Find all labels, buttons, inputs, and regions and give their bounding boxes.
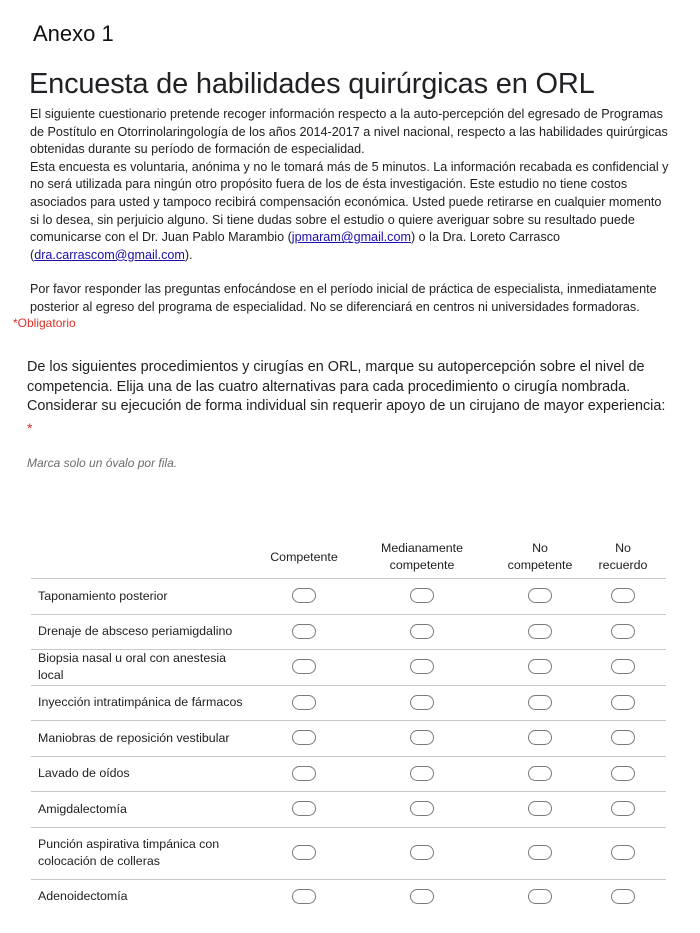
row-label: Amigdalectomía (38, 801, 127, 816)
grid-rows (31, 578, 666, 914)
radio-oval[interactable] (611, 588, 635, 603)
radio-oval[interactable] (292, 730, 316, 745)
radio-oval[interactable] (528, 766, 552, 781)
radio-oval[interactable] (611, 695, 635, 710)
radio-oval[interactable] (611, 730, 635, 745)
radio-oval[interactable] (528, 730, 552, 745)
radio-oval[interactable] (292, 588, 316, 603)
question-hint: Marca solo un óvalo por fila. (27, 456, 178, 470)
radio-oval[interactable] (611, 624, 635, 639)
row-label: Punción aspirativa timpánica con colocación de colleras (38, 837, 220, 868)
row-label: Taponamiento posterior (38, 588, 168, 603)
annex-label: Anexo 1 (33, 21, 114, 46)
column-header: No competente (507, 541, 573, 572)
radio-oval[interactable] (292, 624, 316, 639)
required-star: * (27, 420, 33, 436)
question-title: De los siguientes procedimientos y cirugías en ORL, marque su autopercepción sobre el nivel de competencia. Elija una de las cuatro alternativas para cada procedimiento o cirugía nombrada. Considerar su ejecución de forma individual sin requerir apoyo de un cirujano de mayor experiencia: (27, 359, 666, 414)
intro-text-b: ) o la Dra. Loreto Carrasco ( (30, 230, 561, 262)
email-link-carrasco[interactable]: dra.carrascom@gmail.com (34, 247, 185, 262)
radio-oval[interactable] (528, 695, 552, 710)
row-label: Inyección intratimpánica de fármacos (38, 695, 243, 710)
radio-oval[interactable] (292, 695, 316, 710)
radio-oval[interactable] (292, 889, 316, 904)
radio-oval[interactable] (292, 766, 316, 781)
grid-row (31, 649, 666, 685)
form-title: Encuesta de habilidades quirúrgicas en ORL (29, 68, 595, 100)
radio-oval[interactable] (410, 766, 434, 781)
paragraph-gap (30, 264, 670, 281)
row-label: Adenoidectomía (38, 889, 128, 904)
form-description (30, 106, 670, 317)
radio-oval[interactable] (611, 801, 635, 816)
radio-oval[interactable] (611, 659, 635, 674)
radio-oval[interactable] (410, 845, 434, 860)
intro-paragraph-1: El siguiente cuestionario pretende recoger información respecto a la auto-percepción del egresado de Programas de Postítulo en Otorrinolaringología de los años 2014-2017 a nivel nacional, respecto a las habilidades quirúrgicas obtenidas durante su período de formación de especialidad. (30, 107, 668, 157)
email-link-jpmaram[interactable]: jpmaram@gmail.com (291, 230, 411, 245)
radio-oval[interactable] (528, 624, 552, 639)
radio-oval[interactable] (528, 659, 552, 674)
radio-oval[interactable] (292, 801, 316, 816)
radio-oval[interactable] (410, 588, 434, 603)
radio-oval[interactable] (410, 730, 434, 745)
required-note: *Obligatorio (13, 316, 76, 330)
row-label: Lavado de oídos (38, 766, 130, 781)
radio-oval[interactable] (410, 624, 434, 639)
radio-oval[interactable] (611, 889, 635, 904)
radio-oval[interactable] (410, 889, 434, 904)
intro-text-a: Esta encuesta es voluntaria, anónima y no le tomará más de 5 minutos. La información recabada es confidencial y no será utilizada para ningún otro propósito fuera de los de ésta investigación. Este estudio no tiene costos asociados para usted y tampoco recibirá compensación económica. Usted puede retirarse en cualquier momento si lo desea, sin perjuicio alguno. Si tiene dudas sobre el estudio o quiere averiguar sobre su resultado puede comunicarse con el Dr. Juan Pablo Marambio ( (30, 159, 669, 245)
grid-row (31, 791, 666, 827)
grid-row (31, 827, 666, 879)
radio-oval[interactable] (611, 845, 635, 860)
radio-oval[interactable] (292, 659, 316, 674)
row-label: Drenaje de absceso periamigdalino (38, 624, 233, 639)
intro-paragraph-3: Por favor responder las preguntas enfocándose en el período inicial de práctica de especialista, inmediatamente posterior al egreso del programa de especialidad. No se diferenciará en centros ni universidades formadoras. (30, 282, 657, 314)
column-header: No recuerdo (598, 541, 648, 572)
radio-oval[interactable] (528, 588, 552, 603)
grid-row (31, 685, 666, 721)
intro-text-c: ). (184, 247, 193, 262)
grid-row (31, 756, 666, 792)
radio-oval[interactable] (410, 801, 434, 816)
grid-header (0, 538, 700, 576)
intro-paragraph-2 (30, 159, 670, 265)
row-label: Biopsia nasal u oral con anestesia local (38, 651, 227, 683)
radio-oval[interactable] (528, 845, 552, 860)
radio-oval[interactable] (410, 659, 434, 674)
grid-row (31, 720, 666, 756)
radio-oval[interactable] (410, 695, 434, 710)
grid-row (31, 578, 666, 614)
column-header: Competente (270, 549, 338, 564)
radio-oval[interactable] (611, 766, 635, 781)
row-label: Maniobras de reposición vestibular (38, 730, 230, 745)
column-header: Medianamente competente (381, 541, 463, 572)
radio-oval[interactable] (528, 889, 552, 904)
grid-row (31, 614, 666, 650)
grid-row (31, 879, 666, 915)
radio-oval[interactable] (292, 845, 316, 860)
radio-oval[interactable] (528, 801, 552, 816)
